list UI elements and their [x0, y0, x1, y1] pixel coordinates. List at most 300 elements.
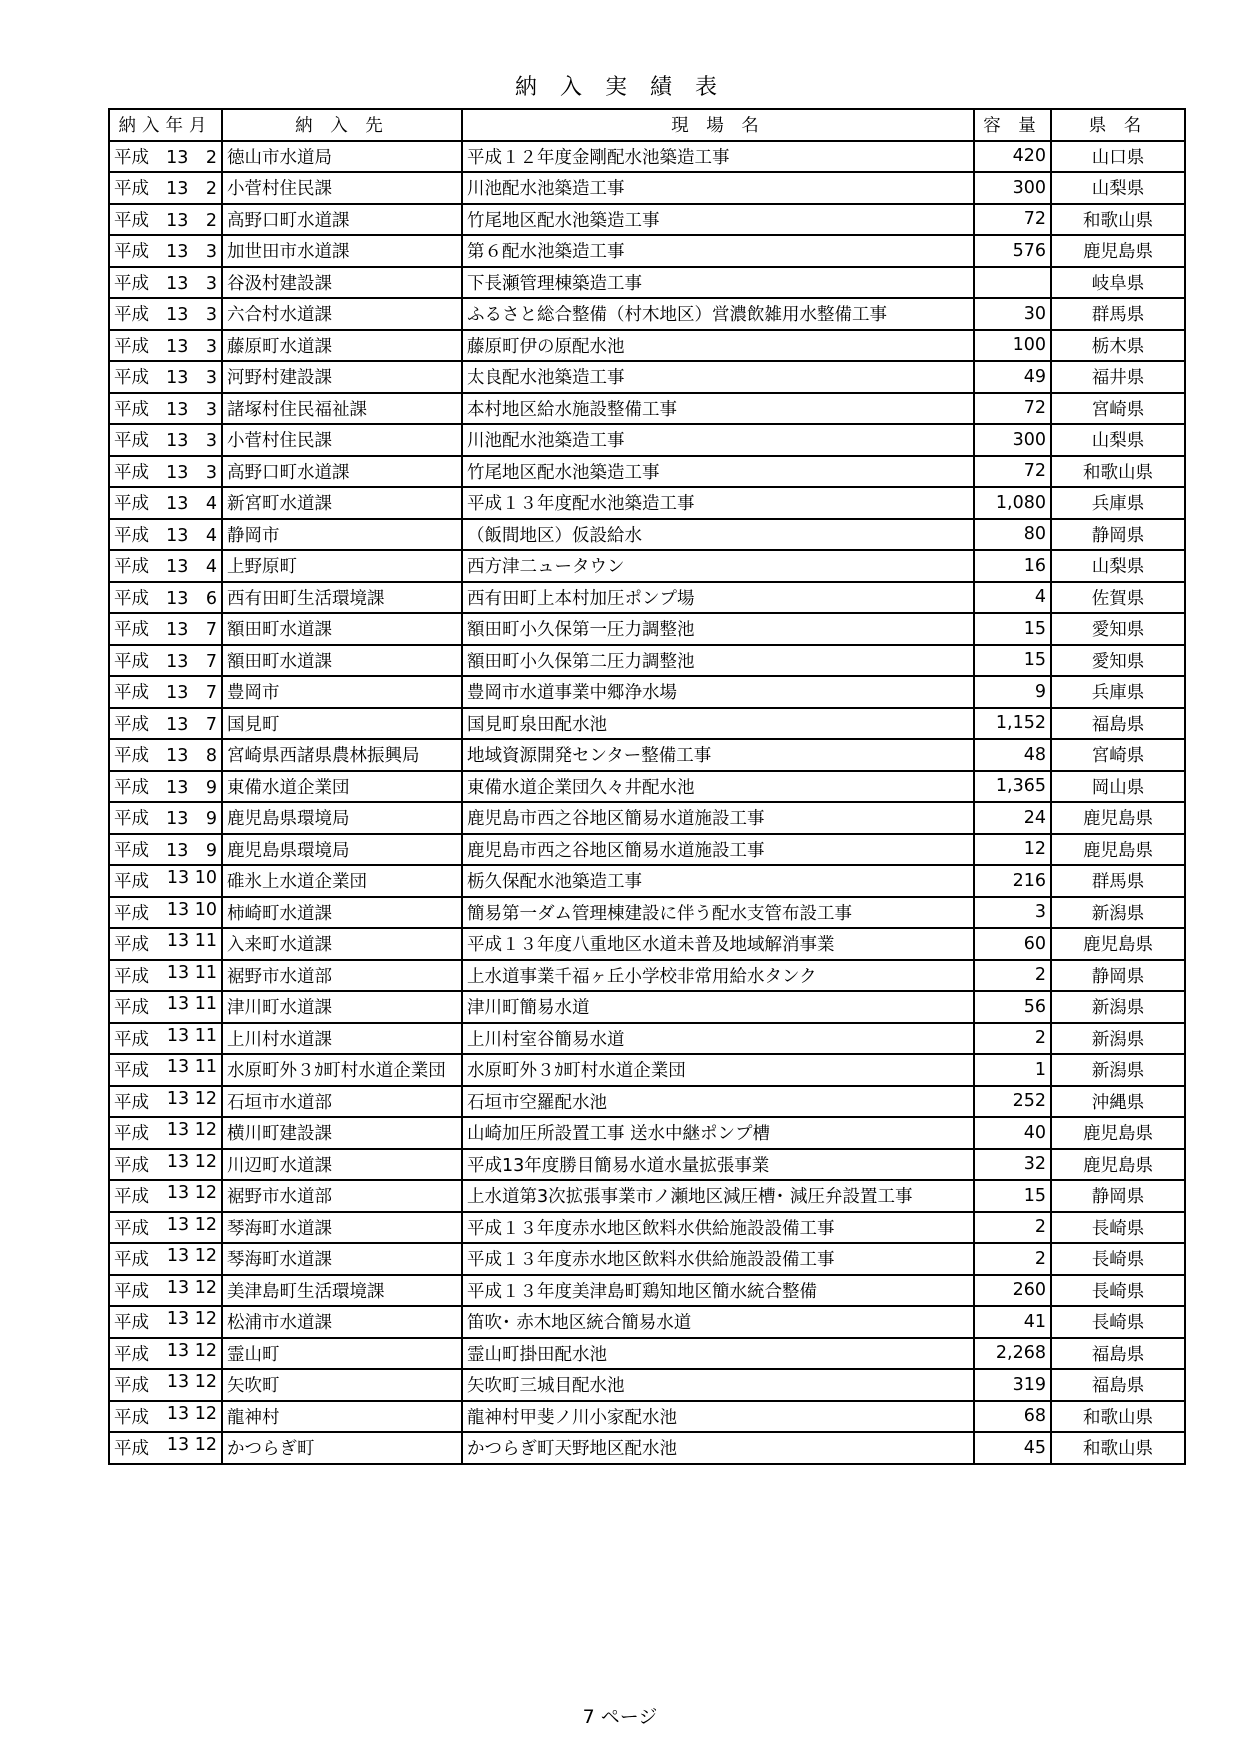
site-name-cell: 平成１３年度配水池築造工事 — [462, 487, 974, 519]
recipient-cell: 琴海町水道課 — [222, 1212, 462, 1244]
recipient-cell: 静岡市 — [222, 519, 462, 551]
table-row — [109, 487, 1185, 519]
table-row — [109, 708, 1185, 740]
recipient-cell: 東備水道企業団 — [222, 771, 462, 803]
delivery-date-cell — [109, 550, 222, 582]
delivery-date-cell — [109, 1432, 222, 1464]
era-label: 平成 — [114, 935, 149, 956]
table-row — [109, 141, 1185, 173]
table-row — [109, 1243, 1185, 1275]
capacity-cell: 15 — [974, 613, 1051, 645]
year-month-value: 13 3 — [166, 273, 217, 294]
era-label: 平成 — [114, 746, 149, 767]
delivery-date-cell — [109, 645, 222, 677]
era-label: 平成 — [114, 1313, 149, 1334]
year-month-value: 13 12 — [166, 1309, 217, 1330]
capacity-cell: 16 — [974, 550, 1051, 582]
year-month-value: 13 7 — [166, 683, 217, 704]
prefecture-cell: 愛知県 — [1051, 645, 1185, 677]
year-month-value: 13 8 — [166, 746, 217, 767]
site-name-cell: （飯間地区）仮設給水 — [462, 519, 974, 551]
recipient-cell: 矢吹町 — [222, 1369, 462, 1401]
era-label: 平成 — [114, 840, 149, 861]
table-row — [109, 550, 1185, 582]
table-row — [109, 361, 1185, 393]
delivery-date-cell — [109, 235, 222, 267]
table-row — [109, 298, 1185, 330]
site-name-cell: 上水道事業千福ヶ丘小学校非常用給水タンク — [462, 960, 974, 992]
delivery-date-cell — [109, 393, 222, 425]
delivery-date-cell — [109, 1212, 222, 1244]
era-label: 平成 — [114, 1061, 149, 1082]
era-label: 平成 — [114, 1344, 149, 1365]
year-month-value: 13 11 — [166, 1025, 217, 1046]
year-month-value: 13 3 — [166, 399, 217, 420]
delivery-date-cell — [109, 267, 222, 299]
delivery-date-cell — [109, 1401, 222, 1433]
capacity-cell: 100 — [974, 330, 1051, 362]
prefecture-cell: 長崎県 — [1051, 1306, 1185, 1338]
year-month-value: 13 12 — [166, 1403, 217, 1424]
table-row — [109, 802, 1185, 834]
prefecture-cell: 兵庫県 — [1051, 676, 1185, 708]
prefecture-cell: 長崎県 — [1051, 1212, 1185, 1244]
delivery-date-cell — [109, 771, 222, 803]
table-row — [109, 267, 1185, 299]
delivery-date-cell — [109, 708, 222, 740]
prefecture-cell: 鹿児島県 — [1051, 1117, 1185, 1149]
recipient-cell: 額田町水道課 — [222, 645, 462, 677]
delivery-date-cell — [109, 865, 222, 897]
capacity-cell: 12 — [974, 834, 1051, 866]
era-label: 平成 — [114, 1218, 149, 1239]
site-name-cell: 西方津二ュータウン — [462, 550, 974, 582]
site-name-cell: 山崎加圧所設置工事 送水中継ポンプ槽 — [462, 1117, 974, 1149]
prefecture-cell: 福井県 — [1051, 361, 1185, 393]
era-label: 平成 — [114, 1439, 149, 1460]
recipient-cell: 額田町水道課 — [222, 613, 462, 645]
site-name-cell: 栃久保配水池築造工事 — [462, 865, 974, 897]
year-month-value: 13 9 — [166, 840, 217, 861]
capacity-cell: 45 — [974, 1432, 1051, 1464]
prefecture-cell: 鹿児島県 — [1051, 928, 1185, 960]
capacity-cell: 30 — [974, 298, 1051, 330]
recipient-cell: 小菅村住民課 — [222, 424, 462, 456]
era-label: 平成 — [114, 1029, 149, 1050]
site-name-cell: 鹿児島市西之谷地区簡易水道施設工事 — [462, 802, 974, 834]
era-label: 平成 — [114, 872, 149, 893]
recipient-cell: 水原町外３ｶ町村水道企業団 — [222, 1054, 462, 1086]
prefecture-cell: 栃木県 — [1051, 330, 1185, 362]
recipient-cell: 新宮町水道課 — [222, 487, 462, 519]
era-label: 平成 — [114, 242, 149, 263]
prefecture-cell: 岡山県 — [1051, 771, 1185, 803]
capacity-cell: 2 — [974, 960, 1051, 992]
prefecture-cell: 新潟県 — [1051, 1023, 1185, 1055]
recipient-cell: かつらぎ町 — [222, 1432, 462, 1464]
capacity-cell: 300 — [974, 172, 1051, 204]
prefecture-cell: 山梨県 — [1051, 550, 1185, 582]
capacity-cell: 2 — [974, 1243, 1051, 1275]
prefecture-cell: 新潟県 — [1051, 897, 1185, 929]
era-label: 平成 — [114, 714, 149, 735]
year-month-value: 13 3 — [166, 368, 217, 389]
year-month-value: 13 3 — [166, 242, 217, 263]
delivery-date-cell — [109, 834, 222, 866]
delivery-date-cell — [109, 1086, 222, 1118]
site-name-cell: 石垣市空羅配水池 — [462, 1086, 974, 1118]
table-row — [109, 960, 1185, 992]
site-name-cell: 平成13年度勝目簡易水道水量拡張事業 — [462, 1149, 974, 1181]
prefecture-cell: 沖縄県 — [1051, 1086, 1185, 1118]
delivery-date-cell — [109, 1369, 222, 1401]
recipient-cell: 琴海町水道課 — [222, 1243, 462, 1275]
site-name-cell: 笛吹･ 赤木地区統合簡易水道 — [462, 1306, 974, 1338]
site-name-cell: 上川村室谷簡易水道 — [462, 1023, 974, 1055]
site-name-cell: 矢吹町三城目配水池 — [462, 1369, 974, 1401]
site-name-cell: 本村地区給水施設整備工事 — [462, 393, 974, 425]
year-month-value: 13 2 — [166, 147, 217, 168]
site-name-cell: 津川町簡易水道 — [462, 991, 974, 1023]
prefecture-cell: 山梨県 — [1051, 172, 1185, 204]
table-row — [109, 204, 1185, 236]
year-month-value: 13 7 — [166, 714, 217, 735]
year-month-value: 13 12 — [166, 1183, 217, 1204]
delivery-date-cell — [109, 1275, 222, 1307]
delivery-record-table — [108, 108, 1186, 1465]
site-name-cell: 水原町外３ｶ町村水道企業団 — [462, 1054, 974, 1086]
recipient-cell: 碓氷上水道企業団 — [222, 865, 462, 897]
recipient-cell: 裾野市水道部 — [222, 1180, 462, 1212]
year-month-value: 13 11 — [166, 931, 217, 952]
era-label: 平成 — [114, 620, 149, 641]
delivery-date-cell — [109, 1306, 222, 1338]
table-row — [109, 1054, 1185, 1086]
table-row — [109, 645, 1185, 677]
table-row — [109, 1212, 1185, 1244]
table-row — [109, 1338, 1185, 1370]
table-row — [109, 519, 1185, 551]
delivery-date-cell — [109, 1054, 222, 1086]
delivery-date-cell — [109, 424, 222, 456]
site-name-cell: 下長瀬管理棟築造工事 — [462, 267, 974, 299]
capacity-cell: 2,268 — [974, 1338, 1051, 1370]
table-row — [109, 424, 1185, 456]
prefecture-cell: 群馬県 — [1051, 865, 1185, 897]
table-row — [109, 676, 1185, 708]
prefecture-cell: 鹿児島県 — [1051, 235, 1185, 267]
capacity-cell: 24 — [974, 802, 1051, 834]
recipient-cell: 谷汲村建設課 — [222, 267, 462, 299]
table-row — [109, 1306, 1185, 1338]
delivery-date-cell — [109, 1149, 222, 1181]
delivery-date-cell — [109, 330, 222, 362]
year-month-value: 13 10 — [166, 899, 217, 920]
delivery-date-cell — [109, 582, 222, 614]
era-label: 平成 — [114, 1250, 149, 1271]
capacity-cell: 15 — [974, 645, 1051, 677]
table-row — [109, 172, 1185, 204]
prefecture-cell: 岐阜県 — [1051, 267, 1185, 299]
year-month-value: 13 12 — [166, 1372, 217, 1393]
header-site-name: 現 場 名 — [462, 109, 974, 141]
prefecture-cell: 福島県 — [1051, 1338, 1185, 1370]
capacity-cell: 1 — [974, 1054, 1051, 1086]
recipient-cell: 高野口町水道課 — [222, 204, 462, 236]
year-month-value: 13 4 — [166, 494, 217, 515]
prefecture-cell: 静岡県 — [1051, 519, 1185, 551]
prefecture-cell: 和歌山県 — [1051, 456, 1185, 488]
year-month-value: 13 4 — [166, 525, 217, 546]
capacity-cell: 1,152 — [974, 708, 1051, 740]
capacity-cell: 49 — [974, 361, 1051, 393]
delivery-date-cell — [109, 487, 222, 519]
capacity-cell: 2 — [974, 1023, 1051, 1055]
capacity-cell: 80 — [974, 519, 1051, 551]
delivery-date-cell — [109, 1243, 222, 1275]
capacity-cell: 48 — [974, 739, 1051, 771]
prefecture-cell: 山口県 — [1051, 141, 1185, 173]
era-label: 平成 — [114, 399, 149, 420]
prefecture-cell: 福島県 — [1051, 1369, 1185, 1401]
era-label: 平成 — [114, 1376, 149, 1397]
site-name-cell: 豊岡市水道事業中郷浄水場 — [462, 676, 974, 708]
capacity-cell: 56 — [974, 991, 1051, 1023]
delivery-date-cell — [109, 991, 222, 1023]
capacity-cell: 41 — [974, 1306, 1051, 1338]
site-name-cell: 額田町小久保第二圧力調整池 — [462, 645, 974, 677]
table-row — [109, 393, 1185, 425]
year-month-value: 13 7 — [166, 620, 217, 641]
delivery-date-cell — [109, 1117, 222, 1149]
prefecture-cell: 静岡県 — [1051, 960, 1185, 992]
capacity-cell: 72 — [974, 393, 1051, 425]
table-row — [109, 991, 1185, 1023]
year-month-value: 13 3 — [166, 431, 217, 452]
recipient-cell: 霊山町 — [222, 1338, 462, 1370]
year-month-value: 13 11 — [166, 962, 217, 983]
site-name-cell: 川池配水池築造工事 — [462, 424, 974, 456]
delivery-date-cell — [109, 1338, 222, 1370]
table-row — [109, 834, 1185, 866]
recipient-cell: 六合村水道課 — [222, 298, 462, 330]
site-name-cell: 額田町小久保第一圧力調整池 — [462, 613, 974, 645]
capacity-cell: 40 — [974, 1117, 1051, 1149]
prefecture-cell: 長崎県 — [1051, 1243, 1185, 1275]
table-header-row — [109, 109, 1185, 141]
capacity-cell: 1,080 — [974, 487, 1051, 519]
era-label: 平成 — [114, 147, 149, 168]
recipient-cell: 松浦市水道課 — [222, 1306, 462, 1338]
year-month-value: 13 3 — [166, 336, 217, 357]
prefecture-cell: 新潟県 — [1051, 1054, 1185, 1086]
era-label: 平成 — [114, 1124, 149, 1145]
recipient-cell: 津川町水道課 — [222, 991, 462, 1023]
delivery-date-cell — [109, 802, 222, 834]
prefecture-cell: 鹿児島県 — [1051, 1149, 1185, 1181]
recipient-cell: 鹿児島県環境局 — [222, 802, 462, 834]
recipient-cell: 上川村水道課 — [222, 1023, 462, 1055]
prefecture-cell: 佐賀県 — [1051, 582, 1185, 614]
recipient-cell: 徳山市水道局 — [222, 141, 462, 173]
delivery-date-cell — [109, 141, 222, 173]
recipient-cell: 諸塚村住民福祉課 — [222, 393, 462, 425]
recipient-cell: 加世田市水道課 — [222, 235, 462, 267]
capacity-cell: 3 — [974, 897, 1051, 929]
site-name-cell: 藤原町伊の原配水池 — [462, 330, 974, 362]
recipient-cell: 宮崎県西諸県農林振興局 — [222, 739, 462, 771]
delivery-date-cell — [109, 361, 222, 393]
delivery-date-cell — [109, 298, 222, 330]
era-label: 平成 — [114, 557, 149, 578]
capacity-cell: 260 — [974, 1275, 1051, 1307]
era-label: 平成 — [114, 1155, 149, 1176]
era-label: 平成 — [114, 305, 149, 326]
site-name-cell: 西有田町上本村加圧ポンプ場 — [462, 582, 974, 614]
year-month-value: 13 6 — [166, 588, 217, 609]
table-row — [109, 1432, 1185, 1464]
year-month-value: 13 3 — [166, 462, 217, 483]
delivery-date-cell — [109, 172, 222, 204]
era-label: 平成 — [114, 1407, 149, 1428]
site-name-cell: 平成１３年度赤水地区飲料水供給施設設備工事 — [462, 1212, 974, 1244]
year-month-value: 13 9 — [166, 777, 217, 798]
recipient-cell: 美津島町生活環境課 — [222, 1275, 462, 1307]
table-row — [109, 1180, 1185, 1212]
era-label: 平成 — [114, 336, 149, 357]
delivery-date-cell — [109, 204, 222, 236]
year-month-value: 13 12 — [166, 1120, 217, 1141]
era-label: 平成 — [114, 809, 149, 830]
site-name-cell: 地域資源開発センター整備工事 — [462, 739, 974, 771]
era-label: 平成 — [114, 966, 149, 987]
prefecture-cell: 鹿児島県 — [1051, 802, 1185, 834]
capacity-cell: 32 — [974, 1149, 1051, 1181]
year-month-value: 13 12 — [166, 1277, 217, 1298]
recipient-cell: 豊岡市 — [222, 676, 462, 708]
year-month-value: 13 4 — [166, 557, 217, 578]
era-label: 平成 — [114, 525, 149, 546]
year-month-value: 13 12 — [166, 1214, 217, 1235]
site-name-cell: かつらぎ町天野地区配水池 — [462, 1432, 974, 1464]
year-month-value: 13 2 — [166, 179, 217, 200]
page-title: 納 入 実 績 表 — [515, 75, 725, 100]
table-row — [109, 865, 1185, 897]
year-month-value: 13 12 — [166, 1088, 217, 1109]
delivery-date-cell — [109, 897, 222, 929]
year-month-value: 13 10 — [166, 868, 217, 889]
site-name-cell: 簡易第一ダム管理棟建設に伴う配水支管布設工事 — [462, 897, 974, 929]
recipient-cell: 国見町 — [222, 708, 462, 740]
site-name-cell: 平成１２年度金剛配水池築造工事 — [462, 141, 974, 173]
prefecture-cell: 宮崎県 — [1051, 393, 1185, 425]
prefecture-cell: 和歌山県 — [1051, 1401, 1185, 1433]
prefecture-cell: 和歌山県 — [1051, 204, 1185, 236]
table-row — [109, 771, 1185, 803]
prefecture-cell: 新潟県 — [1051, 991, 1185, 1023]
year-month-value: 13 12 — [166, 1246, 217, 1267]
site-name-cell: 竹尾地区配水池築造工事 — [462, 456, 974, 488]
capacity-cell: 216 — [974, 865, 1051, 897]
recipient-cell: 鹿児島県環境局 — [222, 834, 462, 866]
capacity-cell: 319 — [974, 1369, 1051, 1401]
year-month-value: 13 7 — [166, 651, 217, 672]
prefecture-cell: 静岡県 — [1051, 1180, 1185, 1212]
prefecture-cell: 山梨県 — [1051, 424, 1185, 456]
delivery-date-cell — [109, 960, 222, 992]
delivery-date-cell — [109, 1180, 222, 1212]
capacity-cell: 252 — [974, 1086, 1051, 1118]
prefecture-cell: 長崎県 — [1051, 1275, 1185, 1307]
delivery-date-cell — [109, 613, 222, 645]
era-label: 平成 — [114, 368, 149, 389]
year-month-value: 13 9 — [166, 809, 217, 830]
site-name-cell: 国見町泉田配水池 — [462, 708, 974, 740]
recipient-cell: 龍神村 — [222, 1401, 462, 1433]
capacity-cell: 15 — [974, 1180, 1051, 1212]
prefecture-cell: 兵庫県 — [1051, 487, 1185, 519]
capacity-cell: 1,365 — [974, 771, 1051, 803]
capacity-cell: 68 — [974, 1401, 1051, 1433]
site-name-cell: 第６配水池築造工事 — [462, 235, 974, 267]
prefecture-cell: 宮崎県 — [1051, 739, 1185, 771]
site-name-cell: 鹿児島市西之谷地区簡易水道施設工事 — [462, 834, 974, 866]
site-name-cell: 上水道第3次拡張事業市ノ瀬地区減圧槽･ 減圧弁設置工事 — [462, 1180, 974, 1212]
recipient-cell: 河野村建設課 — [222, 361, 462, 393]
table-row — [109, 897, 1185, 929]
era-label: 平成 — [114, 777, 149, 798]
table-row — [109, 928, 1185, 960]
era-label: 平成 — [114, 651, 149, 672]
site-name-cell: 平成１３年度八重地区水道未普及地域解消事業 — [462, 928, 974, 960]
delivery-date-cell — [109, 739, 222, 771]
table-row — [109, 1275, 1185, 1307]
header-prefecture: 県 名 — [1051, 109, 1185, 141]
era-label: 平成 — [114, 903, 149, 924]
year-month-value: 13 12 — [166, 1340, 217, 1361]
delivery-date-cell — [109, 1023, 222, 1055]
capacity-cell: 576 — [974, 235, 1051, 267]
table-row — [109, 1369, 1185, 1401]
era-label: 平成 — [114, 210, 149, 231]
recipient-cell: 川辺町水道課 — [222, 1149, 462, 1181]
recipient-cell: 裾野市水道部 — [222, 960, 462, 992]
site-name-cell: 平成１３年度赤水地区飲料水供給施設設備工事 — [462, 1243, 974, 1275]
era-label: 平成 — [114, 431, 149, 452]
table-row — [109, 582, 1185, 614]
recipient-cell: 西有田町生活環境課 — [222, 582, 462, 614]
era-label: 平成 — [114, 1092, 149, 1113]
capacity-cell: 420 — [974, 141, 1051, 173]
recipient-cell: 上野原町 — [222, 550, 462, 582]
table-row — [109, 1023, 1185, 1055]
era-label: 平成 — [114, 494, 149, 515]
recipient-cell: 入来町水道課 — [222, 928, 462, 960]
table-row — [109, 1149, 1185, 1181]
capacity-cell: 72 — [974, 204, 1051, 236]
era-label: 平成 — [114, 1281, 149, 1302]
site-name-cell: 竹尾地区配水池築造工事 — [462, 204, 974, 236]
capacity-cell: 300 — [974, 424, 1051, 456]
recipient-cell: 小菅村住民課 — [222, 172, 462, 204]
recipient-cell: 高野口町水道課 — [222, 456, 462, 488]
header-recipient: 納 入 先 — [222, 109, 462, 141]
site-name-cell: 龍神村甲斐ノ川小家配水池 — [462, 1401, 974, 1433]
site-name-cell: ふるさと総合整備（村木地区）営濃飲雑用水整備工事 — [462, 298, 974, 330]
site-name-cell: 太良配水池築造工事 — [462, 361, 974, 393]
table-row — [109, 235, 1185, 267]
table-row — [109, 1117, 1185, 1149]
